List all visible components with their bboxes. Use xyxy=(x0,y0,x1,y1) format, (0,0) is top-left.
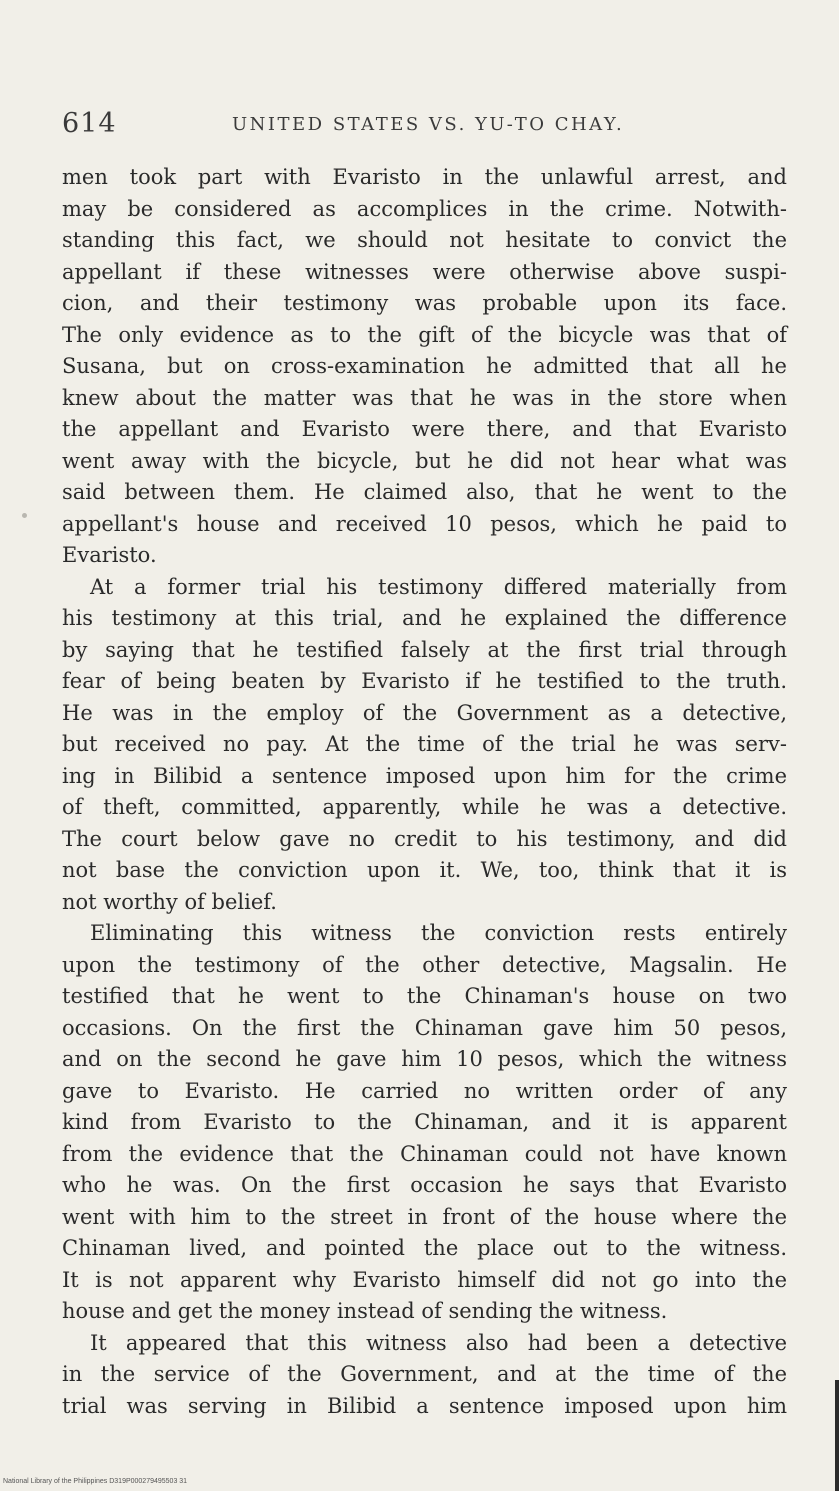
margin-speck xyxy=(22,513,27,518)
text-line: appellant's house and received 10 pesos, which he paid to xyxy=(62,511,787,536)
page-header xyxy=(62,108,782,148)
text-line: men took part with Evaristo in the unlawful arrest, and xyxy=(62,165,787,189)
text-line: went away with the bicycle, but he did not hear what was xyxy=(62,448,787,473)
text-line: by saying that he testified falsely at the first trial through xyxy=(62,637,787,662)
text-line: It appeared that this witness also had been a detective xyxy=(90,1330,787,1355)
text-line: of theft, committed, apparently, while he was a detective. xyxy=(62,795,787,819)
text-line: went with him to the street in front of the house where the xyxy=(62,1204,787,1229)
running-head: UNITED STATES VS. YU-TO CHAY. xyxy=(232,114,625,135)
text-line: The court below gave no credit to his testimony, and did xyxy=(62,826,787,851)
text-line: said between them. He claimed also, that he went to the xyxy=(62,480,787,504)
text-line: but received no pay. At the time of the trial he was serv- xyxy=(62,732,787,756)
text-line: from the evidence that the Chinaman could not have known xyxy=(62,1141,787,1166)
text-line: The only evidence as to the gift of the bicycle was that of xyxy=(62,322,787,347)
scan-credit: National Library of the Philippines D319P000279495503 31 xyxy=(3,1478,188,1485)
text-line: trial was serving in Bilibid a sentence imposed upon him xyxy=(62,1393,787,1418)
text-line: Chinaman lived, and pointed the place out to the witness. xyxy=(62,1236,787,1260)
text-line: knew about the matter was that he was in the store when xyxy=(62,385,787,410)
text-line: fear of being beaten by Evaristo if he testified to the truth. xyxy=(62,669,787,693)
page-number: 614 xyxy=(62,108,117,139)
text-line: It is not apparent why Evaristo himself did not go into the xyxy=(62,1267,787,1292)
text-line: He was in the employ of the Government as a detective, xyxy=(62,700,787,725)
body-text xyxy=(62,162,787,1422)
text-line: not base the conviction upon it. We, too, think that it is xyxy=(62,858,787,882)
text-line: standing this fact, we should not hesitate to convict the xyxy=(62,228,787,252)
text-line: Susana, but on cross-examination he admitted that all he xyxy=(62,354,787,378)
text-line: his testimony at this trial, and he explained the difference xyxy=(62,606,787,630)
text-line: occasions. On the first the Chinaman gave him 50 pesos, xyxy=(62,1015,787,1040)
text-line: and on the second he gave him 10 pesos, which the witness xyxy=(62,1047,787,1071)
text-line: the appellant and Evaristo were there, and that Evaristo xyxy=(62,417,787,441)
text-line: appellant if these witnesses were otherwise above suspi- xyxy=(62,259,787,284)
text-line: who he was. On the first occasion he says that Evaristo xyxy=(62,1173,787,1197)
text-line: kind from Evaristo to the Chinaman, and it is apparent xyxy=(62,1110,787,1134)
text-line: testified that he went to the Chinaman's house on two xyxy=(62,984,787,1008)
text-line: not worthy of belief. xyxy=(62,889,277,914)
text-line: gave to Evaristo. He carried no written order of any xyxy=(62,1078,787,1103)
text-line: ing in Bilibid a sentence imposed upon him for the crime xyxy=(62,763,787,788)
text-line: in the service of the Government, and at the time of the xyxy=(62,1362,787,1386)
page-edge-shadow xyxy=(835,1380,839,1491)
text-line: upon the testimony of the other detective, Magsalin. He xyxy=(62,952,787,977)
text-line: house and get the money instead of sending the witness. xyxy=(62,1299,668,1323)
text-line: At a former trial his testimony differed materially from xyxy=(90,574,787,599)
text-line: cion, and their testimony was probable upon its face. xyxy=(62,291,787,315)
text-line: Evaristo. xyxy=(62,543,157,567)
text-line: Eliminating this witness the conviction rests entirely xyxy=(90,921,787,945)
text-line: may be considered as accomplices in the crime. Notwith- xyxy=(62,196,787,221)
